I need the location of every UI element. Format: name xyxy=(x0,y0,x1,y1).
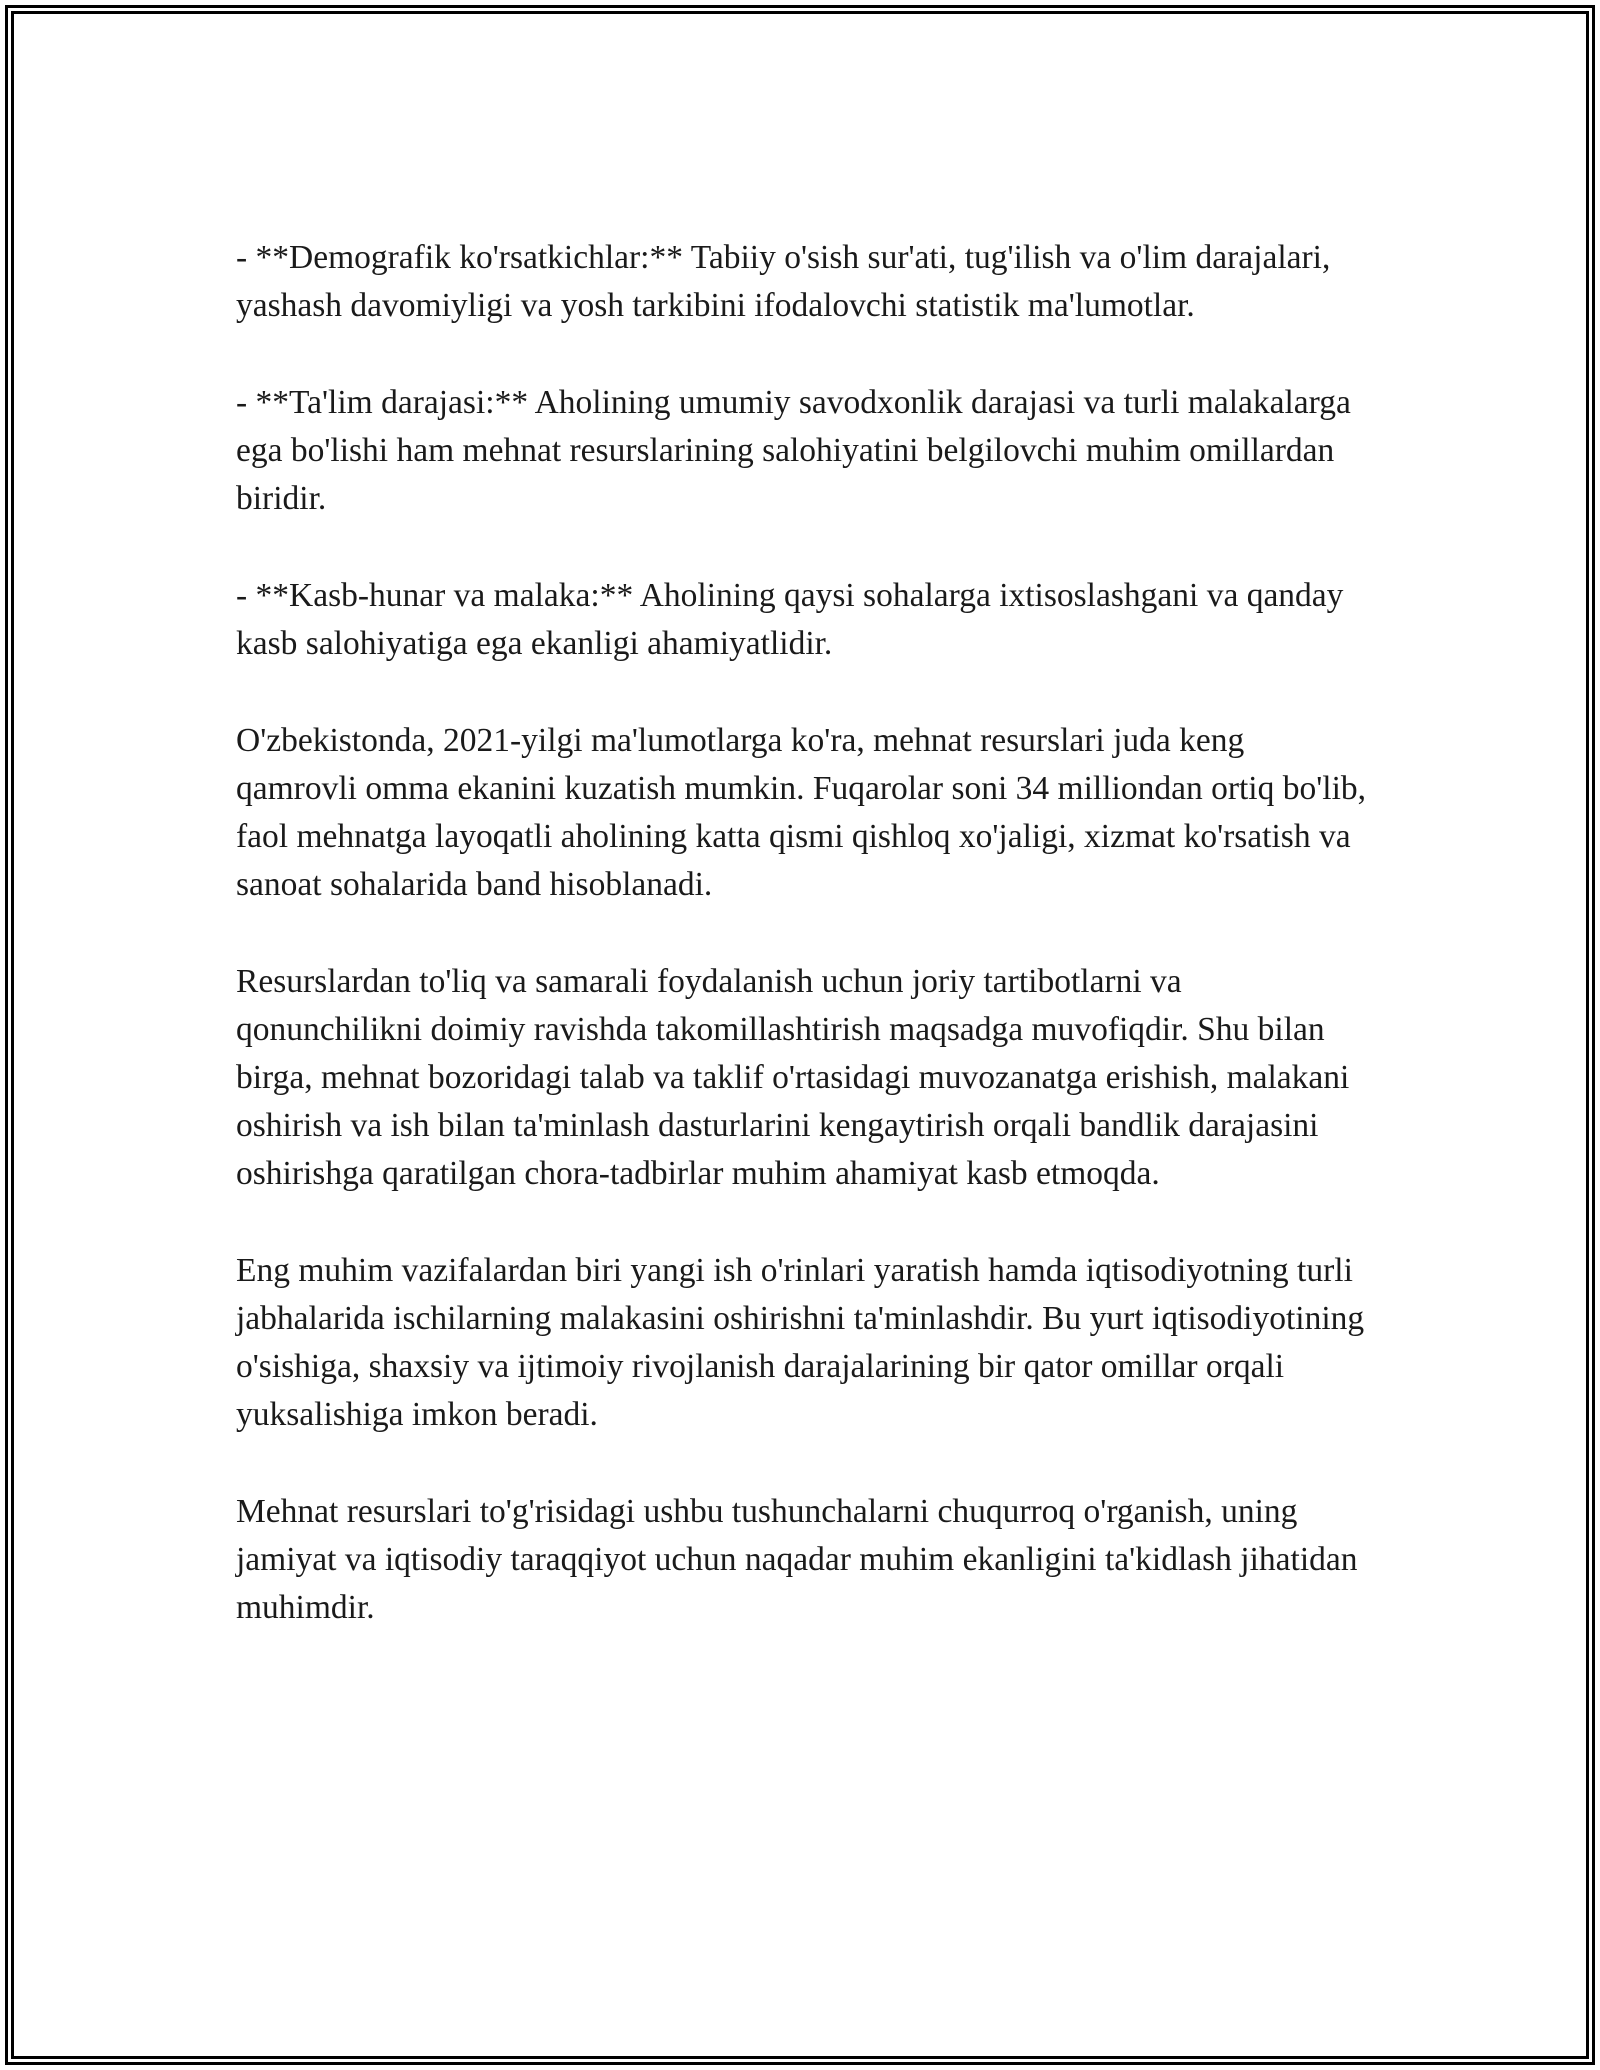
paragraph-demographic-indicators: - **Demografik ko'rsatkichlar:** Tabiiy o'sish sur'ati, tug'ilish va o'lim darajalari, yashash davomiyligi va yosh tarkibini ifodalovchi statistik ma'lumotlar. xyxy=(236,239,1331,324)
paragraph-job-creation: Eng muhim vazifalardan biri yangi ish o'rinlari yaratish hamda iqtisodiyotning turli jabhalarida ischilarning malakasini oshirishni ta'minlashdir. Bu yurt iqtisodiyotining o'sishiga, shaxsiy va ijtimoiy rivojlanish darajalarining bir qator omillar orqali yuksalishiga imkon beradi. xyxy=(236,1252,1365,1433)
paragraph-education-level: - **Ta'lim darajasi:** Aholining umumiy savodxonlik darajasi va turli malakalarga ega bo'lishi ham mehnat resurslarining salohiyatini belgilovchi muhim omillardan biridir. xyxy=(236,384,1351,517)
paragraph-resource-utilization: Resurslardan to'liq va samarali foydalanish uchun joriy tartibotlarni va qonunchilikni doimiy ravishda takomillashtirish maqsadga muvofiqdir. Shu bilan birga, mehnat bozoridagi talab va taklif o'rtasidagi muvozanatga erishish, malakani oshirish va ish bilan ta'minlash dasturlarini kengaytirish orqali bandlik darajasini oshirishga qaratilgan chora-tadbirlar muhim ahamiyat kasb etmoqda. xyxy=(236,963,1350,1192)
paragraph-profession-and-skill: - **Kasb-hunar va malaka:** Aholining qaysi sohalarga ixtisoslashgani va qanday kasb salohiyatiga ega ekanligi ahamiyatlidir. xyxy=(236,577,1344,662)
document-body xyxy=(236,234,1366,1681)
paragraph-conclusion: Mehnat resurslari to'g'risidagi ushbu tushunchalarni chuqurroq o'rganish, uning jamiyat va iqtisodiy taraqqiyot uchun naqadar muhim ekanligini ta'kidlash jihatidan muhimdir. xyxy=(236,1493,1358,1626)
paragraph-uzbekistan-2021: O'zbekistonda, 2021-yilgi ma'lumotlarga ko'ra, mehnat resurslari juda keng qamrovli omma ekanini kuzatish mumkin. Fuqarolar soni 34 milliondan ortiq bo'lib, faol mehnatga layoqatli aholining katta qismi qishloq xo'jaligi, xizmat ko'rsatish va sanoat sohalarida band hisoblanadi. xyxy=(236,722,1367,903)
